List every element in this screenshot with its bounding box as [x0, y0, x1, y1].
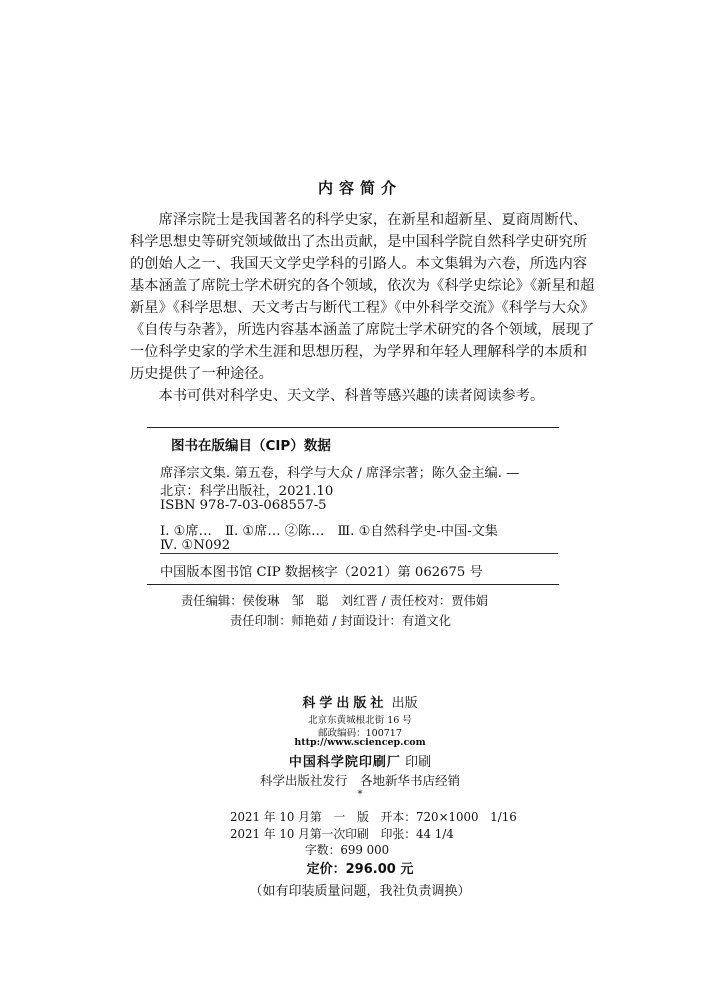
- cip-top-divider: [147, 427, 559, 428]
- printer-suffix: 印刷: [405, 755, 432, 770]
- summary-line: 的创始人之一、我国天文学史学科的引路人。本文集辑为六卷，所选内容: [130, 256, 588, 272]
- publisher-address: 北京东黄城根北街 16 号: [308, 715, 412, 726]
- distribution-line: 科学出版社发行 各地新华书店经销: [259, 773, 460, 788]
- cip-title: 图书在版编目（CIP）数据: [171, 438, 331, 454]
- summary-line: 一位科学史家的学术生涯和思想历程，为学界和年轻人理解科学的本质和: [130, 344, 588, 360]
- edition-line: 2021 年 10 月第 一 版 开本：720×1000 1/16: [230, 810, 517, 824]
- summary-line: 席泽宗院士是我国著名的科学史家，在新星和超新星、夏商周断代、: [130, 212, 588, 228]
- production-credits: 责任印制：师艳茹 / 封面设计：有道文化: [230, 614, 452, 628]
- separator-star: *: [357, 789, 363, 800]
- cip-classification-line: Ⅰ. ①席… Ⅱ. ①席… ②陈… Ⅲ. ①自然科学史-中国-文集: [160, 524, 498, 539]
- cip-classification-line: Ⅳ. ①N092: [160, 538, 231, 553]
- printer-name-logotype: 中国科学院印刷厂: [288, 755, 401, 770]
- summary-line: 科学思想史等研究领域做出了杰出贡献，是中国科学院自然科学史研究所: [130, 234, 588, 250]
- publisher-suffix: 出版: [391, 696, 418, 711]
- publisher-name-logotype: 科学出版社: [302, 696, 388, 711]
- summary-line: 《自传与杂著》，所选内容基本涵盖了席院士学术研究的各个领域，展现了: [130, 322, 595, 338]
- word-count-line: 字数：699 000: [305, 843, 390, 857]
- cip-line: ISBN 978-7-03-068557-5: [160, 498, 327, 513]
- publisher-line: [0, 692, 720, 711]
- cip-verification: 中国版本图书馆 CIP 数据核字（2021）第 062675 号: [160, 565, 483, 580]
- editor-credits: 责任编辑：侯俊琳 邹 聪 刘红晋 / 责任校对：贾伟娟: [181, 594, 489, 608]
- publisher-postcode: 邮政编码：100717: [318, 728, 402, 739]
- cip-bottom-divider: [147, 584, 559, 585]
- quality-notice: （如有印装质量问题，我社负责调换）: [249, 884, 471, 899]
- price: 定价：296.00 元: [306, 862, 414, 877]
- summary-line: 历史提供了一种途径。: [130, 366, 273, 382]
- cip-mid-divider: [160, 553, 558, 554]
- summary-line: 本书可供对科学史、天文学、科普等感兴趣的读者阅读参考。: [130, 388, 545, 404]
- cip-line: 席泽宗文集. 第五卷，科学与大众 / 席泽宗著；陈久金主编. —: [160, 466, 520, 481]
- summary-line: 新星》《科学思想、天文考古与断代工程》《中外科学交流》《科学与大众》: [130, 300, 595, 316]
- printing-line: 2021 年 10 月第一次印刷 印张：44 1/4: [230, 827, 454, 841]
- summary-title: 内容简介: [317, 179, 402, 197]
- publisher-website: http://www.sciencep.com: [294, 737, 426, 748]
- cip-line: 北京：科学出版社，2021.10: [160, 484, 334, 499]
- summary-line: 基本涵盖了席院士学术研究的各个领域，依次为《科学史综论》《新星和超: [130, 278, 595, 294]
- printer-line: [0, 751, 720, 770]
